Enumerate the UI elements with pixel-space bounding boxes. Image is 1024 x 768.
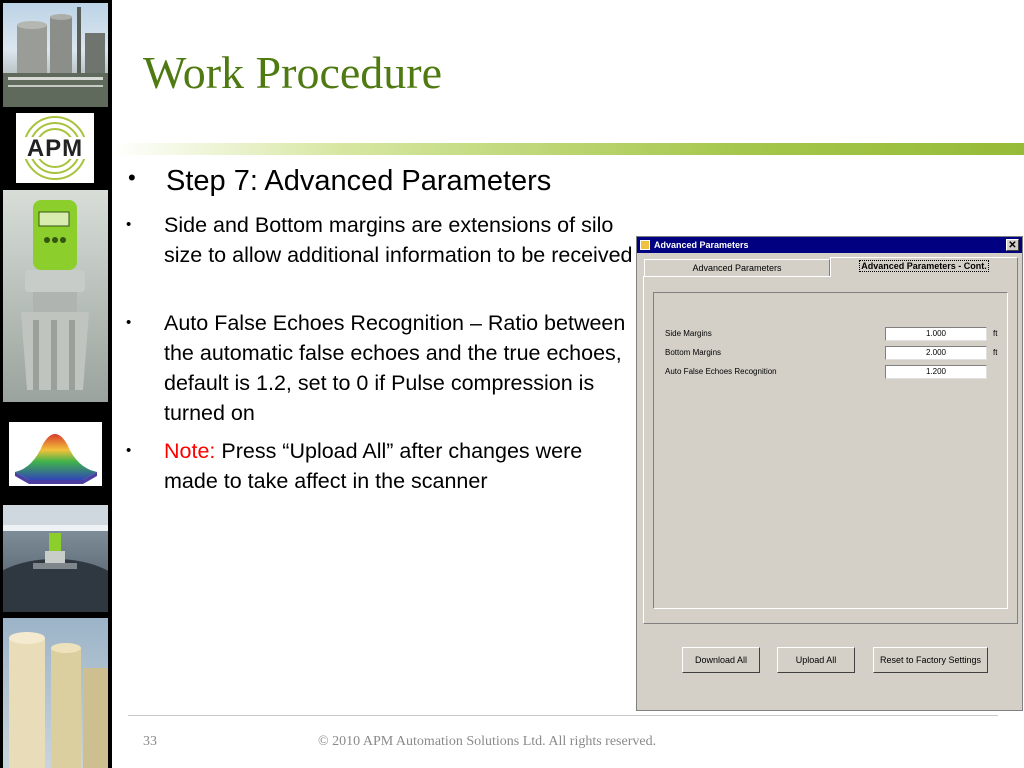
note-label: Note: <box>164 439 216 463</box>
bullet-item <box>126 436 634 496</box>
parameters-group <box>653 292 1008 609</box>
auto-false-echoes-field[interactable]: 1.200 <box>885 365 987 379</box>
close-icon[interactable]: ✕ <box>1006 239 1019 251</box>
bullet-dot: • <box>126 216 132 233</box>
param-unit: ft <box>993 329 998 338</box>
title-divider <box>112 143 1024 155</box>
dialog-title-bar <box>637 237 1022 253</box>
apm-logo-text: APM <box>26 135 84 162</box>
bullet-dot: • <box>126 442 132 459</box>
advanced-parameters-dialog <box>636 236 1023 711</box>
app-icon <box>640 240 650 250</box>
tab-label: Advanced Parameters <box>692 263 782 273</box>
industrial-plant-photo <box>3 3 108 107</box>
silos-photo <box>3 618 108 768</box>
copyright-text: © 2010 APM Automation Solutions Ltd. All rights reserved. <box>318 734 657 749</box>
bullet-dot: • <box>126 314 132 331</box>
slide-title: Work Procedure <box>143 47 443 98</box>
side-margins-field[interactable]: 1.000 <box>885 327 987 341</box>
step-bullet: • <box>128 165 136 190</box>
footer-divider <box>128 715 998 716</box>
apm-logo-tile <box>3 113 108 185</box>
bullet-text: Auto False Echoes Recognition – Ratio between the automatic false echoes and the true echoes, default is 1.2, set to 0 if Pulse compression is turned on <box>164 311 626 425</box>
reset-factory-settings-button[interactable]: Reset to Factory Settings <box>873 647 988 673</box>
param-label: Bottom Margins <box>665 348 722 357</box>
bullet-item <box>126 210 634 270</box>
tab-advanced-parameters[interactable] <box>644 259 830 276</box>
param-unit: ft <box>993 348 998 357</box>
dialog-title: Advanced Parameters <box>654 240 749 250</box>
tab-panel <box>643 276 1018 624</box>
image-strip <box>0 0 112 768</box>
step-heading-text: Step 7: Advanced Parameters <box>166 165 552 197</box>
tab-label: Advanced Parameters - Cont. <box>861 261 987 271</box>
tab-advanced-parameters-cont[interactable] <box>830 257 1018 277</box>
bullet-text: Side and Bottom margins are extensions of silo size to allow additional information to be received <box>164 213 633 267</box>
upload-all-button[interactable]: Upload All <box>777 647 855 673</box>
bottom-margins-field[interactable]: 2.000 <box>885 346 987 360</box>
param-label: Side Margins <box>665 329 712 338</box>
bullet-text: Press “Upload All” after changes were made to take affect in the scanner <box>164 439 589 493</box>
bullet-item <box>126 308 634 428</box>
apm-logo <box>16 113 94 183</box>
scanner-device-photo <box>3 190 108 402</box>
download-all-button[interactable]: Download All <box>682 647 760 673</box>
param-label: Auto False Echoes Recognition <box>665 367 777 376</box>
page-number: 33 <box>143 734 157 749</box>
3d-surface-image <box>3 420 108 488</box>
silo-roof-photo <box>3 505 108 612</box>
